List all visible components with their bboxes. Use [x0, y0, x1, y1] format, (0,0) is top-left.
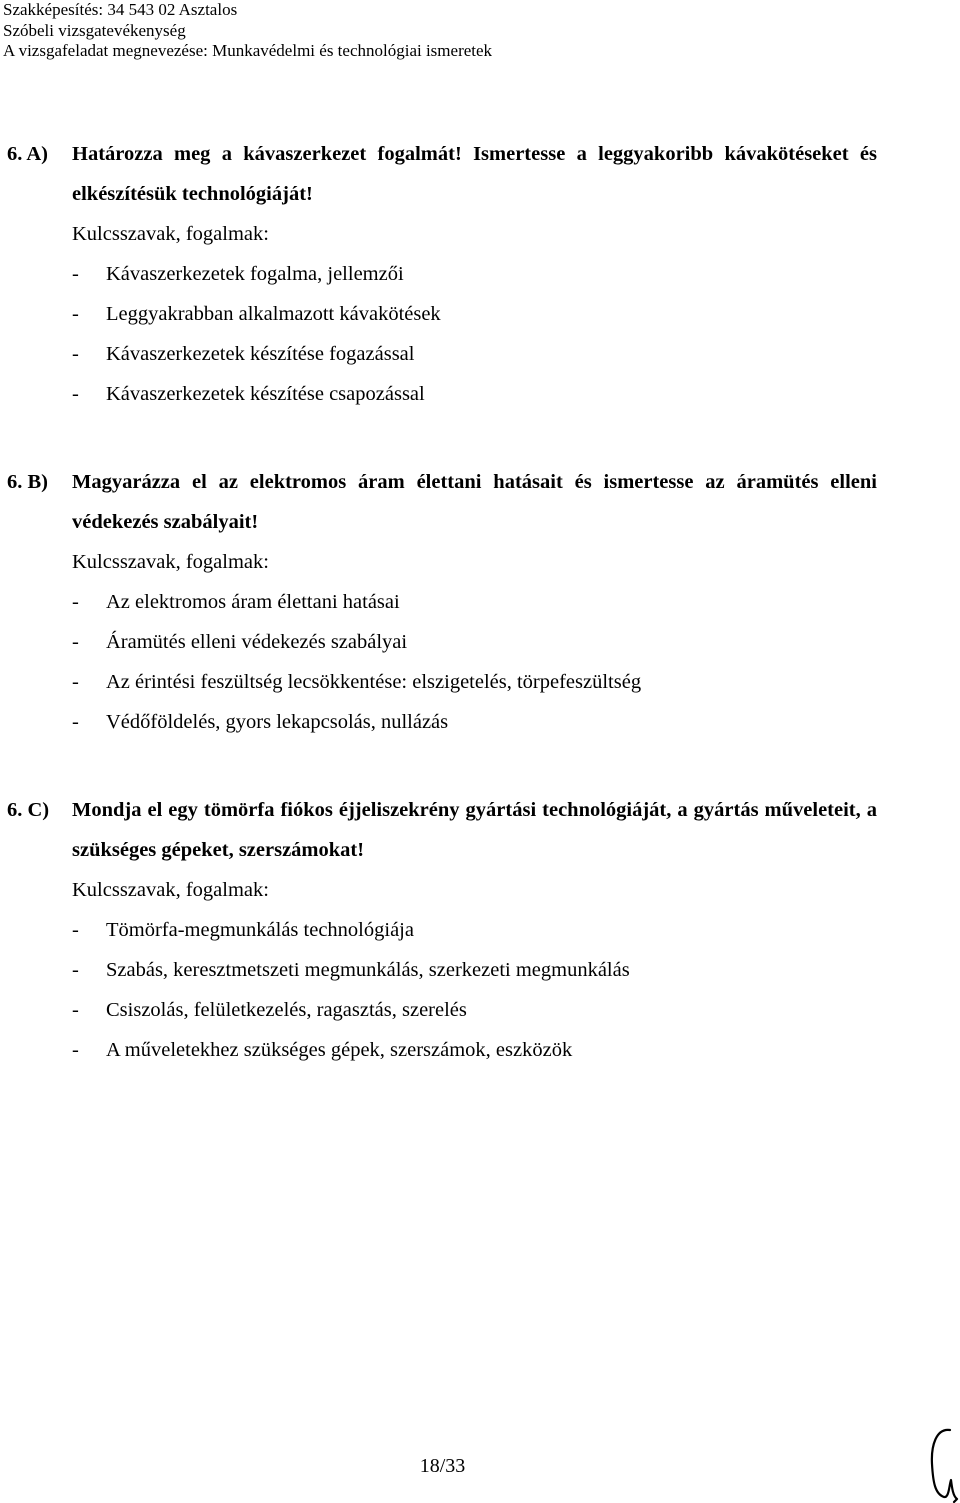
header-task-name: A vizsgafeladat megnevezése: Munkavédelmi és technológiai ismeretek — [3, 41, 493, 60]
list-item-text: Kávaszerkezetek készítése fogazással — [106, 343, 415, 365]
list-item-text: Az érintési feszültség lecsökkentése: elszigetelés, törpefeszültség — [106, 671, 642, 693]
list-item — [72, 662, 877, 702]
bullet-dash: - — [72, 1039, 79, 1061]
bullet-dash: - — [72, 671, 79, 693]
bullet-dash: - — [72, 919, 79, 941]
list-item — [72, 702, 877, 742]
list-item — [72, 294, 877, 334]
list-item-text: Áramütés elleni védekezés szabályai — [106, 631, 408, 653]
list-item — [72, 582, 877, 622]
bullet-dash: - — [72, 999, 79, 1021]
list-item — [72, 334, 877, 374]
bullet-dash: - — [72, 343, 79, 365]
list-item — [72, 254, 877, 294]
signature — [922, 1424, 960, 1503]
bullet-dash: - — [72, 383, 79, 405]
list-item — [72, 910, 877, 950]
bullet-dash: - — [72, 959, 79, 981]
list-item-text: Kávaszerkezetek fogalma, jellemzői — [106, 263, 404, 285]
bullet-dash: - — [72, 711, 79, 733]
header-exam-activity: Szóbeli vizsgatevékenység — [3, 20, 186, 40]
list-item-text: Szabás, keresztmetszeti megmunkálás, szerkezeti megmunkálás — [106, 959, 630, 981]
bullet-dash: - — [72, 303, 79, 325]
bullet-dash: - — [72, 591, 79, 613]
list-item-text: A műveletekhez szükséges gépek, szerszámok, eszközök — [106, 1039, 573, 1061]
list-item-text: Tömörfa-megmunkálás technológiája — [106, 919, 414, 941]
question-text: Mondja el egy tömörfa fiókos éjjeliszekrény gyártási technológiáját, a gyártás műveleteit, a szükséges gépeket, szerszámokat! — [72, 799, 877, 861]
keywords-title: Kulcsszavak, fogalmak: — [72, 223, 269, 245]
list-item-text: Leggyakrabban alkalmazott kávakötések — [106, 303, 441, 325]
question-number: 6. C) — [7, 799, 50, 821]
list-item-text: Kávaszerkezetek készítése csapozással — [106, 383, 425, 405]
question-text: Magyarázza el az elektromos áram élettani hatásait és ismertesse az áramütés elleni védekezés szabályait! — [72, 471, 877, 533]
bullet-dash: - — [72, 631, 79, 653]
question — [7, 134, 877, 214]
page-number: 18/33 — [419, 1455, 466, 1477]
list-item — [72, 622, 877, 662]
list-item — [72, 950, 877, 990]
question-text: Határozza meg a kávaszerkezet fogalmát! Ismertesse a leggyakoribb kávakötéseket és elkészítésük technológiáját! — [72, 143, 877, 205]
list-item-text: Csiszolás, felületkezelés, ragasztás, szerelés — [106, 999, 467, 1021]
question-number: 6. B) — [7, 471, 48, 493]
list-item — [72, 374, 877, 414]
question — [7, 790, 877, 870]
list-item — [72, 1030, 877, 1070]
header-qualification: Szakképesítés: 34 543 02 Asztalos — [3, 0, 238, 19]
keywords-title: Kulcsszavak, fogalmak: — [72, 551, 269, 573]
question-number: 6. A) — [7, 143, 48, 165]
exam-section-c — [7, 790, 877, 1070]
list-item — [72, 990, 877, 1030]
exam-section-a — [7, 134, 877, 414]
page-header — [3, 0, 492, 62]
keywords-title: Kulcsszavak, fogalmak: — [72, 879, 269, 901]
question — [7, 462, 877, 542]
bullet-dash: - — [72, 263, 79, 285]
list-item-text: Az elektromos áram élettani hatásai — [106, 591, 400, 613]
list-item-text: Védőföldelés, gyors lekapcsolás, nullázás — [106, 711, 449, 733]
exam-section-b — [7, 462, 877, 742]
